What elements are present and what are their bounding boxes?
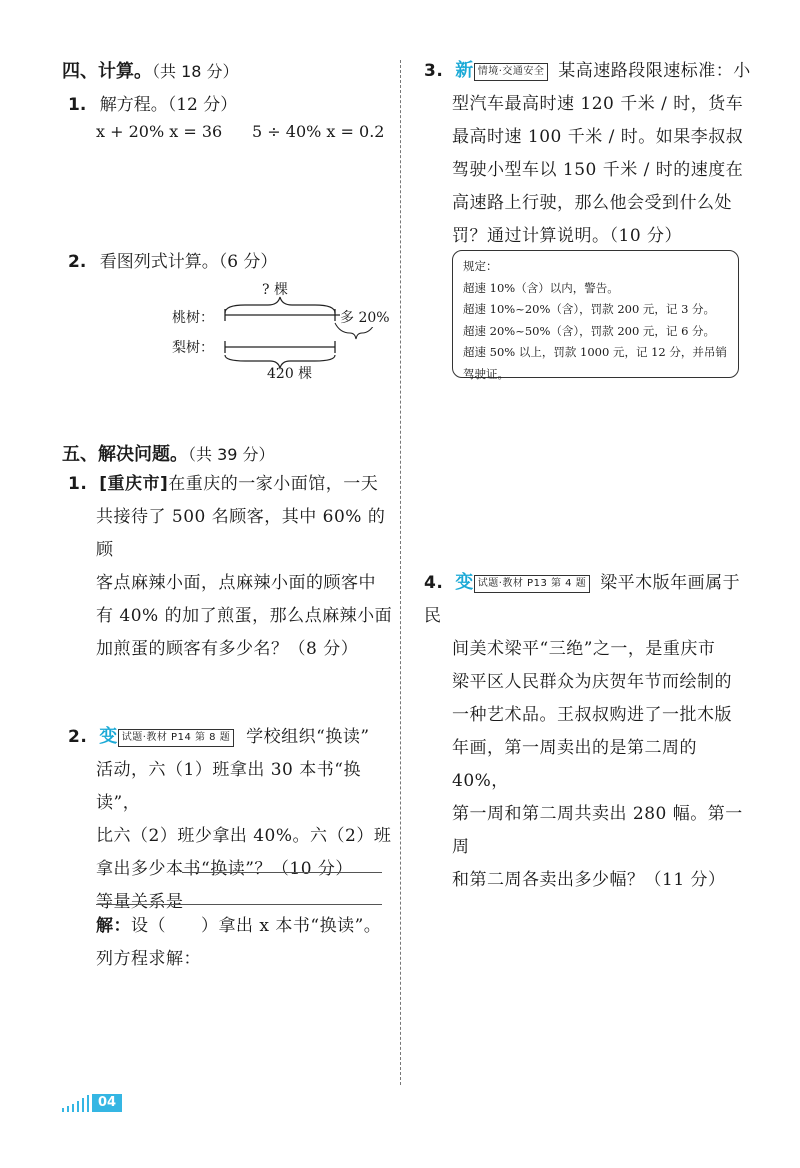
r-q4-number: 4. (424, 573, 444, 593)
s4-q2 (68, 247, 277, 272)
variant-icon: 变 (99, 726, 118, 747)
s5-q2-text-2: 比六（2）班少拿出 40%。六（2）班 (96, 826, 392, 846)
equation-1: x + 20% x = 36 (96, 122, 223, 141)
r-q3-text-2: 最高时速 100 千米 / 时。如果李叔叔 (452, 127, 744, 147)
page-number: 04 (92, 1094, 122, 1112)
top-brace (225, 297, 335, 313)
solution-block (96, 910, 396, 976)
r-q3 (424, 54, 754, 253)
rules-line-1: 超速 10%（含）以内，警告。 (463, 280, 619, 295)
r-q4-text-3: 一种艺术品。王叔叔购进了一批木版 (452, 705, 732, 725)
section4-title: 四、计算。 (62, 61, 152, 82)
segment-diagram (170, 275, 400, 385)
rules-line-5: 驾驶证。 (463, 366, 509, 381)
rules-box (452, 250, 739, 381)
s5-q1-number: 1. (68, 474, 88, 494)
rules-line-2: 超速 10%~20%（含），罚款 200 元，记 3 分。 (463, 302, 716, 316)
s5-q1-text-1: 共接待了 500 名顾客，其中 60% 的顾 (96, 507, 386, 560)
r-q3-text-1: 型汽车最高时速 120 千米 / 时，货车 (452, 94, 744, 114)
page-bars-svg (60, 1094, 92, 1112)
s5-q2 (68, 720, 398, 919)
s5-q1-text-2: 客点麻辣小面，点麻辣小面的顾客中 (96, 573, 376, 593)
section4-heading (62, 57, 239, 83)
new-icon: 新 (455, 60, 474, 81)
city-tag: [重庆市] (99, 474, 169, 494)
column-divider (400, 60, 401, 1085)
r-q4-line-1 (424, 566, 754, 633)
rules-line-4: 超速 50% 以上，罚款 1000 元，记 12 分，并吊销 (463, 345, 727, 359)
solution-label: 解： (96, 916, 131, 936)
relation-answer-line[interactable] (182, 872, 382, 873)
s5-q1-line-1 (68, 468, 398, 501)
equation-2: 5 ÷ 40% x = 0.2 (252, 122, 385, 141)
r-q4 (424, 566, 754, 897)
section5-heading (62, 440, 275, 466)
diagram-bottom-label: 420 棵 (267, 366, 313, 382)
r-q4-text-0: 梁平木版年画属于民 (424, 573, 741, 626)
r-q4-text-2: 梁平区人民群众为庆贺年节而绘制的 (452, 672, 732, 692)
s5-q2-line-1 (68, 720, 398, 754)
r-q4-text-1: 间美术梁平“三绝”之一，是重庆市 (452, 639, 716, 659)
solution-text: 设（ ）拿出 x 本书“换读”。 (131, 916, 382, 936)
r-q3-text-5: 罚？通过计算说明。（10 分） (452, 226, 683, 246)
s5-q2-number: 2. (68, 727, 88, 747)
diagram-pear-label: 梨树： (172, 340, 214, 356)
r-q3-text-0: 某高速路段限速标准：小 (558, 61, 751, 81)
s5-q1-text-0: 在重庆的一家小面馆，一天 (168, 474, 379, 494)
solution-row (96, 910, 396, 943)
page-bars-decoration (60, 1094, 92, 1112)
r-q3-text-3: 驾驶小型车以 150 千米 / 时的速度在 (452, 160, 744, 180)
section5-points: （共 39 分） (188, 445, 275, 464)
relation-answer-line-2[interactable] (96, 904, 382, 905)
diagram-peach-label: 桃树： (172, 310, 214, 326)
s5-q1-text-3: 有 40% 的加了煎蛋，那么点麻辣小面 (96, 606, 393, 626)
relation-label: 等量关系是 (96, 892, 184, 912)
rules-line-0: 规定： (463, 259, 498, 273)
variant-icon-2: 变 (455, 572, 474, 593)
s5-q2-text-0: 学校组织“换读” (246, 727, 370, 747)
section5-title: 五、解决问题。 (62, 444, 188, 465)
r-q3-line-1 (424, 54, 754, 88)
r-q4-text-4: 年画，第一周卖出的是第二周的 40%， (452, 738, 697, 791)
textbook-tag-2: 试题·教材 P13 第 4 题 (474, 575, 591, 593)
diagram-top-label: ? 棵 (262, 282, 288, 298)
s5-q2-text-3: 拿出多少本书“换读”？（10 分） (96, 859, 353, 879)
s4-q2-text: 看图列式计算。（6 分） (99, 252, 278, 272)
section4-points: （共 18 分） (152, 62, 239, 81)
solution-line-2: 列方程求解： (96, 949, 201, 969)
s4-q2-number: 2. (68, 252, 87, 272)
textbook-tag: 试题·教材 P14 第 8 题 (118, 729, 235, 747)
s5-q2-text-1: 活动，六（1）班拿出 30 本书“换读”， (96, 760, 361, 813)
s4-q1-number: 1. (68, 95, 87, 115)
s4-q1-text: 解方程。（12 分） (99, 95, 238, 115)
scenario-tag: 情境·交通安全 (474, 63, 549, 81)
diagram-extra-label: 多 20% (340, 307, 390, 327)
s5-q1 (68, 468, 398, 666)
r-q4-text-5: 第一周和第二周共卖出 280 幅。第一周 (452, 804, 743, 857)
rules-line-3: 超速 20%~50%（含），罚款 200 元，记 6 分。 (463, 323, 716, 338)
s4-q1 (68, 90, 237, 115)
r-q3-number: 3. (424, 61, 444, 81)
r-q3-text-4: 高速路上行驶，那么他会受到什么处 (452, 193, 732, 213)
r-q4-text-6: 和第二周各卖出多少幅？（11 分） (452, 870, 726, 890)
s5-q1-text-4: 加煎蛋的顾客有多少名？（8 分） (96, 639, 359, 659)
